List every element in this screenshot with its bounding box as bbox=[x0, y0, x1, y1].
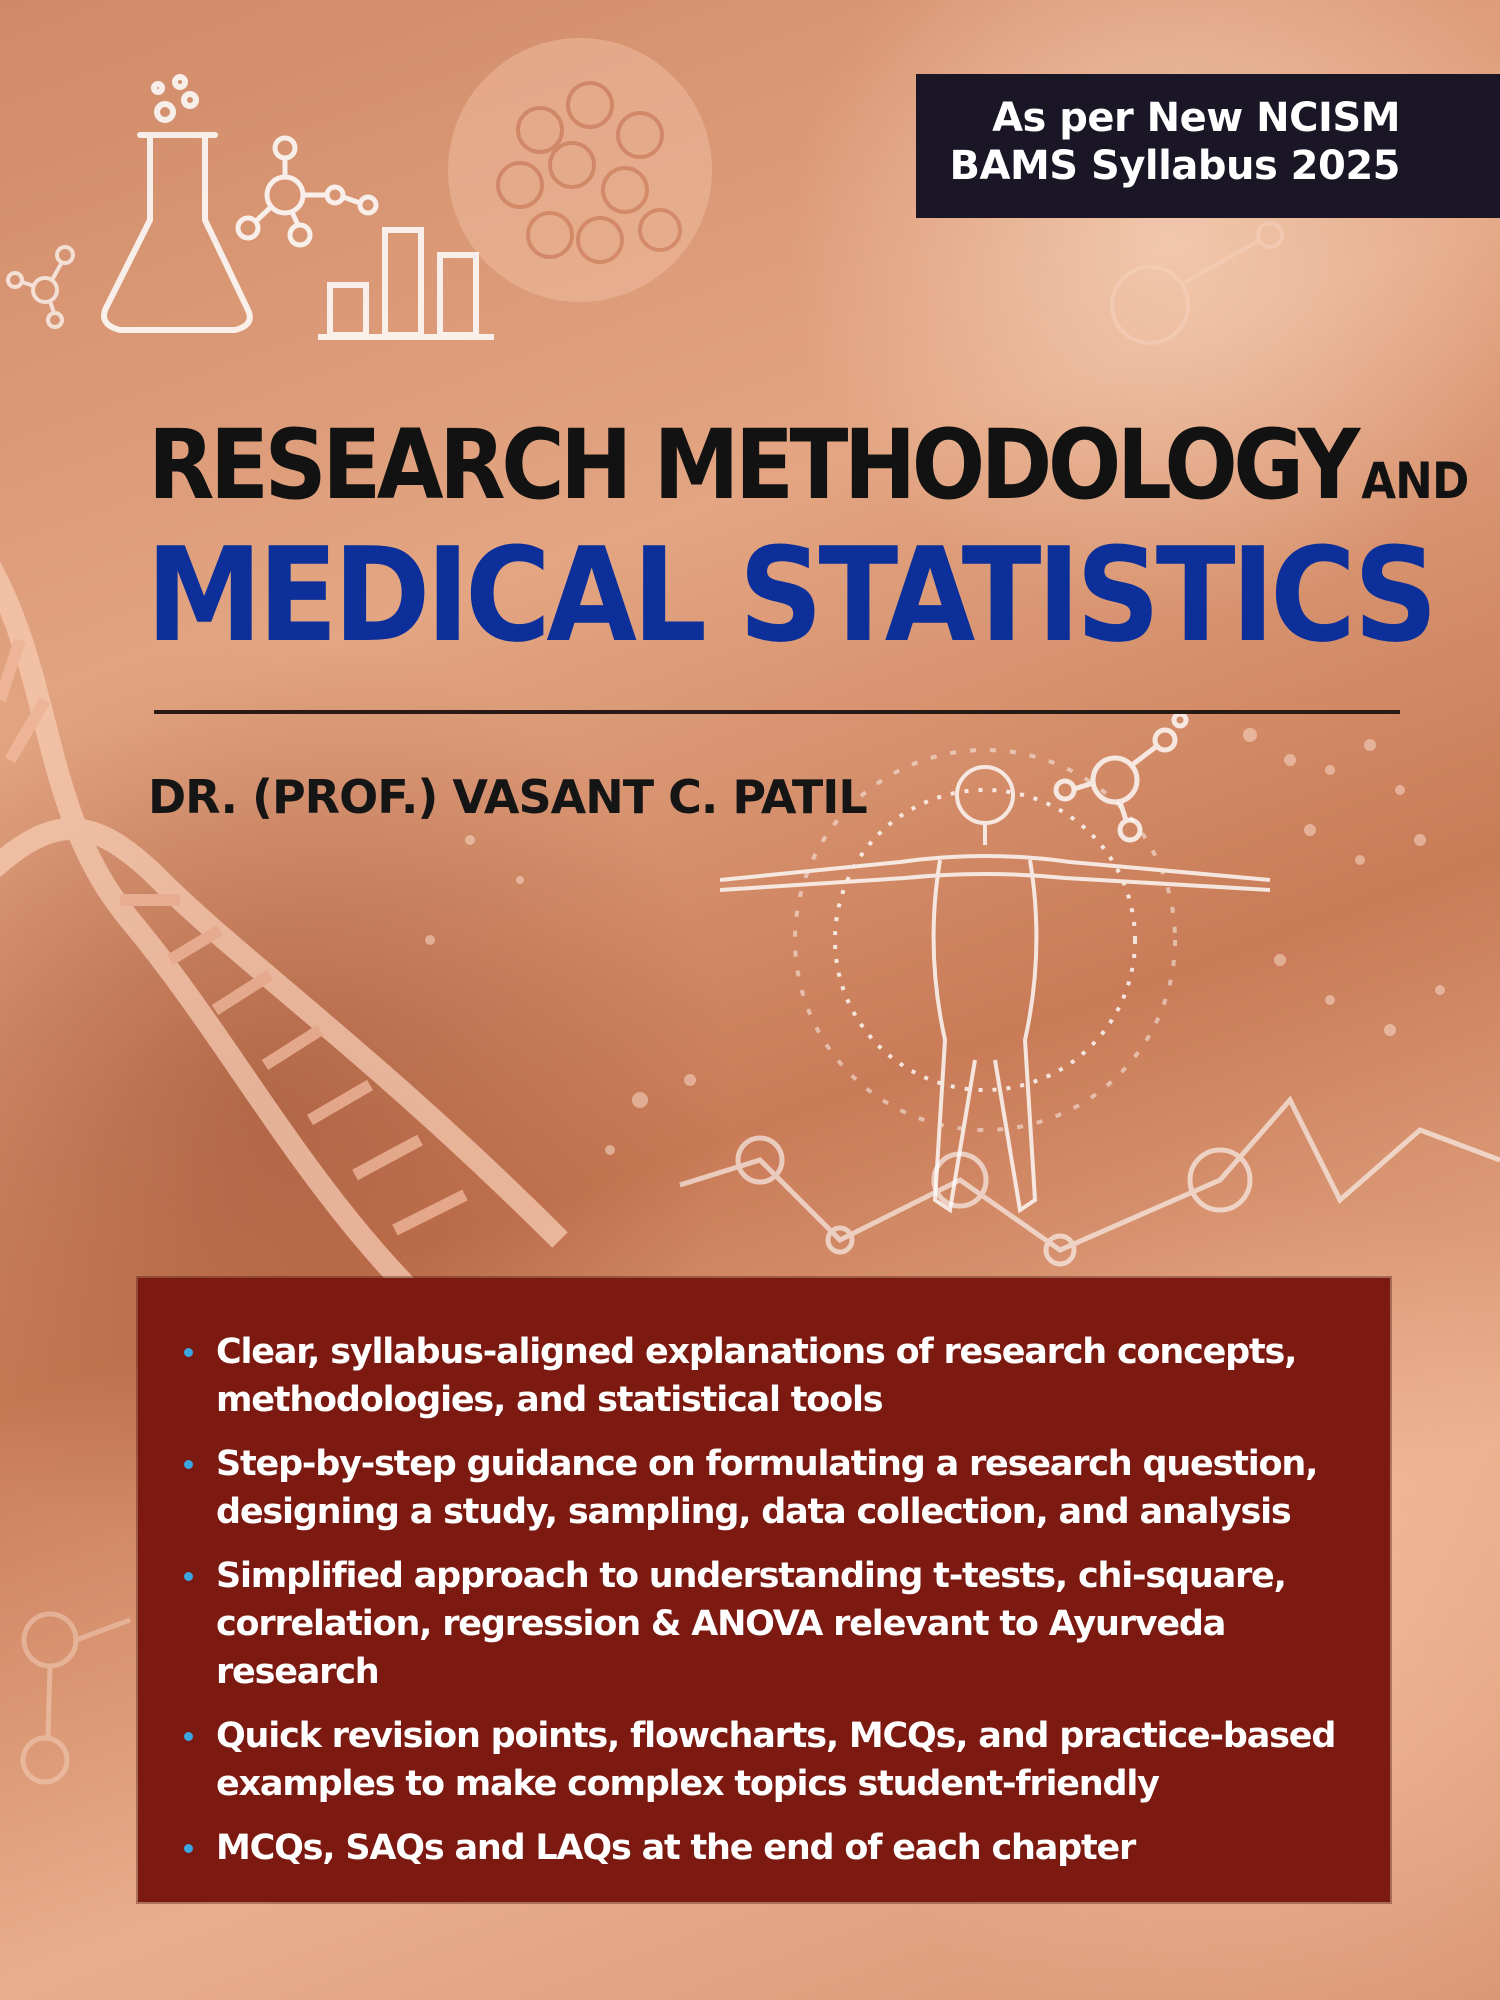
network-icon bbox=[680, 1100, 1500, 1264]
feature-line: MCQs, SAQs and LAQs at the end of each chapter bbox=[216, 1828, 1136, 1868]
bar-chart-icon bbox=[318, 230, 494, 337]
molecule-icon bbox=[238, 138, 376, 245]
feature-line: methodologies, and statistical tools bbox=[216, 1380, 883, 1420]
badge-line-2: BAMS Syllabus 2025 bbox=[949, 143, 1400, 189]
feature-item bbox=[178, 1440, 1360, 1536]
book-title-line-1 bbox=[148, 409, 1469, 536]
feature-line: Clear, syllabus-aligned explanations of research concepts, bbox=[216, 1332, 1297, 1372]
feature-item bbox=[178, 1328, 1360, 1424]
title-divider bbox=[154, 710, 1400, 714]
feature-line: examples to make complex topics student-friendly bbox=[216, 1764, 1159, 1804]
features-list bbox=[178, 1328, 1360, 1872]
bullet-icon bbox=[184, 1732, 193, 1741]
book-title-line-2 bbox=[146, 519, 1434, 671]
title-medical: MEDICAL bbox=[146, 519, 703, 671]
bullet-icon bbox=[184, 1572, 193, 1581]
feature-item bbox=[178, 1824, 1360, 1872]
flask-icon bbox=[104, 77, 250, 330]
feature-item bbox=[178, 1712, 1360, 1808]
feature-line: designing a study, sampling, data collection, and analysis bbox=[216, 1492, 1291, 1532]
syllabus-badge bbox=[916, 74, 1500, 218]
feature-line: Quick revision points, flowcharts, MCQs, and practice-based bbox=[216, 1716, 1336, 1756]
author-name: DR. (PROF.) VASANT C. PATIL bbox=[148, 770, 867, 824]
feature-line: Step-by-step guidance on formulating a research question, bbox=[216, 1444, 1318, 1484]
title-statistics: STATISTICS bbox=[738, 519, 1434, 671]
feature-line: correlation, regression & ANOVA relevant to Ayurveda research bbox=[216, 1604, 1226, 1692]
bullet-icon bbox=[184, 1844, 193, 1853]
feature-item bbox=[178, 1552, 1360, 1696]
virus-sphere-icon bbox=[448, 38, 712, 302]
title-and: AND bbox=[1361, 452, 1469, 510]
feature-line: Simplified approach to understanding t-tests, chi-square, bbox=[216, 1556, 1286, 1596]
badge-line-1: As per New NCISM bbox=[992, 95, 1400, 141]
bullet-icon bbox=[184, 1348, 193, 1357]
title-research-methodology: RESEARCH METHODOLOGY bbox=[148, 409, 1356, 521]
bullet-icon bbox=[184, 1460, 193, 1469]
features-box bbox=[138, 1278, 1390, 1902]
